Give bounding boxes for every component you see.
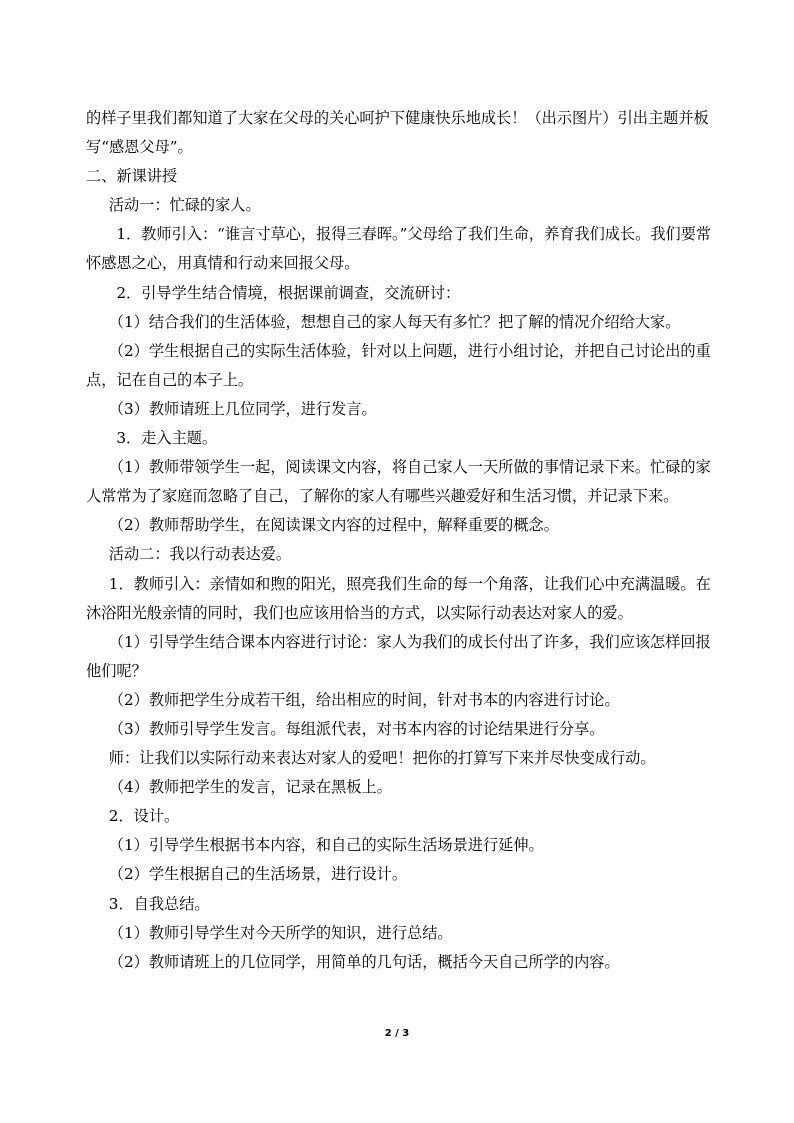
paragraph: （1）教师带领学生一起，阅读课文内容，将自己家人一天所做的事情记录下来。忙碌的家人常常为了家庭而忽略了自己，了解你的家人有哪些兴趣爱好和生活习惯，并记录下来。 bbox=[86, 458, 711, 506]
paragraph: （2）教师请班上的几位同学，用简单的几句话，概括今天自己所学的内容。 bbox=[108, 952, 620, 971]
paragraph: 2．设计。 bbox=[108, 807, 180, 826]
paragraph: （4）教师把学生的发言，记录在黑板上。 bbox=[108, 778, 392, 797]
paragraph: （3）教师引导学生发言。每组派代表，对书本内容的讨论结果进行分享。 bbox=[108, 719, 605, 738]
paragraph: 2．引导学生结合情境，根据课前调查，交流研讨： bbox=[116, 283, 461, 302]
paragraph: 1．教师引入：亲情如和煦的阳光，照亮我们生命的每一个角落，让我们心中充满温暖。在沐浴阳光般亲情的同时，我们也应该用恰当的方式，以实际行动表达对家人的爱。 bbox=[86, 574, 711, 622]
paragraph: （3）教师请班上几位同学，进行发言。 bbox=[108, 399, 377, 418]
paragraph: （1）结合我们的生活体验，想想自己的家人每天有多忙？把了解的情况介绍给大家。 bbox=[108, 312, 681, 331]
paragraph: （1）引导学生根据书本内容，和自己的实际生活场景进行延伸。 bbox=[108, 836, 544, 855]
paragraph: （1）引导学生结合课本内容进行讨论：家人为我们的成长付出了许多，我们应该怎样回报他们呢？ bbox=[86, 632, 711, 680]
paragraph: 的样子里我们都知道了大家在父母的关心呵护下健康快乐地成长！（出示图片）引出主题并板写“感恩父母”。 bbox=[86, 109, 709, 157]
paragraph: （2）学生根据自己的生活场景，进行设计。 bbox=[108, 865, 408, 884]
paragraph: （2）学生根据自己的实际生活体验，针对以上问题，进行小组讨论，并把自己讨论出的重点，记在自己的本子上。 bbox=[86, 341, 711, 389]
paragraph: 1．教师引入：“谁言寸草心，报得三春晖。”父母给了我们生命，养育我们成长。我们要常怀感恩之心，用真情和行动来回报父母。 bbox=[86, 225, 712, 273]
paragraph: （1）教师引导学生对今天所学的知识，进行总结。 bbox=[108, 923, 453, 942]
paragraph: 师：让我们以实际行动来表达对家人的爱吧！把你的打算写下来并尽快变成行动。 bbox=[108, 749, 656, 768]
document-body bbox=[86, 104, 718, 977]
paragraph: 3．走入主题。 bbox=[116, 429, 218, 448]
paragraph: 二、新课讲授 bbox=[86, 167, 178, 186]
page-number: 2 / 3 bbox=[384, 1028, 410, 1039]
paragraph: （2）教师把学生分成若干组，给出相应的时间，针对书本的内容进行讨论。 bbox=[108, 690, 620, 709]
paragraph: 3．自我总结。 bbox=[108, 894, 210, 913]
paragraph: 活动二：我以行动表达爱。 bbox=[108, 545, 292, 564]
paragraph: （2）教师帮助学生，在阅读课文内容的过程中，解释重要的概念。 bbox=[108, 516, 559, 535]
paragraph: 活动一：忙碌的家人。 bbox=[108, 196, 261, 215]
